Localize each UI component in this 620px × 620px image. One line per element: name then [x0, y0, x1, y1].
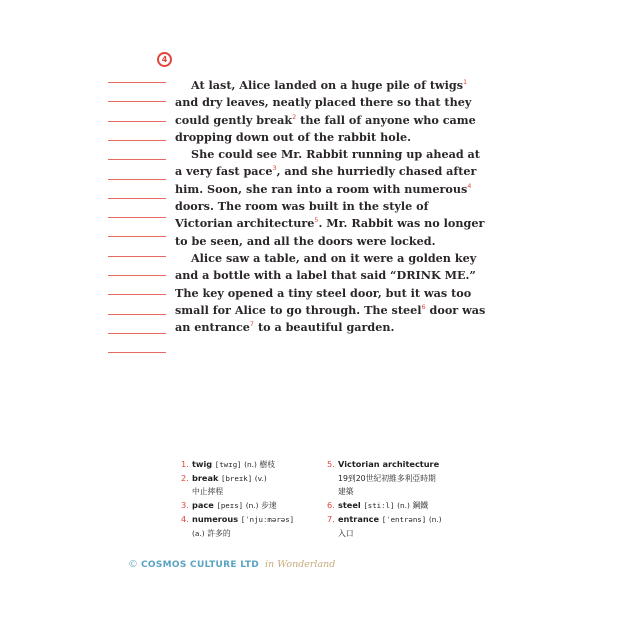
story-line — [175, 302, 486, 319]
vocab-headline — [181, 473, 267, 483]
publisher-name: COSMOS CULTURE LTD — [141, 559, 260, 570]
vocab-headline — [181, 500, 277, 510]
page-number: 4 — [161, 55, 168, 64]
vocab-number: 7. — [327, 513, 335, 524]
margin-line — [108, 294, 166, 295]
vocab-translation: 許多的 — [207, 528, 231, 538]
margin-line — [108, 101, 166, 102]
vocab-headline — [327, 459, 439, 469]
copyright-icon: © — [128, 559, 138, 570]
margin-line — [108, 333, 166, 334]
vocab-continuation — [181, 485, 294, 499]
book-title: in Wonderland — [265, 559, 336, 570]
story-line — [175, 285, 472, 302]
footnote-marker: 1 — [463, 78, 468, 86]
page-number-badge — [157, 52, 172, 67]
story-line — [175, 146, 480, 163]
story-text-segment: could gently break — [175, 112, 293, 127]
vocab-continuation — [327, 485, 442, 499]
margin-line — [108, 82, 166, 83]
vocab-continuation — [327, 527, 442, 541]
margin-line — [108, 140, 166, 141]
vocab-word: steel — [338, 500, 361, 511]
vocab-item — [327, 513, 442, 540]
story-text-segment: The key opened a tiny steel door, but it was too — [175, 285, 472, 300]
margin-line — [108, 256, 166, 257]
vocab-headline — [327, 514, 442, 524]
story-line — [175, 129, 465, 146]
vocab-part-of-speech: (n.) — [428, 514, 442, 524]
footnote-marker: 7 — [249, 320, 255, 329]
vocab-number: 5. — [327, 459, 335, 469]
story-text-segment: Victorian architecture — [175, 216, 315, 231]
margin-line — [108, 352, 166, 353]
vocab-number: 3. — [181, 500, 189, 511]
margin-note-lines — [108, 82, 166, 362]
vocab-part-of-speech: (a.) — [192, 528, 205, 538]
vocab-item — [181, 472, 294, 499]
story-text-segment: door was — [425, 302, 486, 317]
story-line — [175, 267, 476, 284]
story-line — [175, 163, 477, 180]
vocab-pronunciation: [twɪɡ] — [214, 460, 242, 469]
margin-line — [108, 236, 166, 237]
vocab-number: 1. — [181, 459, 189, 469]
margin-line — [108, 121, 166, 122]
story-line — [175, 77, 468, 94]
vocab-part-of-speech: (n.) — [397, 501, 410, 511]
vocab-number: 4. — [181, 513, 189, 524]
vocab-part-of-speech: (v.) — [254, 473, 267, 483]
vocab-pronunciation: [peɪs] — [216, 501, 244, 511]
vocab-pronunciation: [ˈnjuːmərəs] — [240, 514, 295, 524]
footnote-marker: 5 — [314, 216, 319, 225]
vocab-continuation — [327, 472, 442, 486]
story-line — [175, 215, 485, 232]
story-text-segment: . Mr. Rabbit was no longer — [318, 216, 485, 231]
vocab-item — [181, 458, 294, 472]
vocab-pronunciation: [stiːl] — [363, 501, 395, 511]
margin-line — [108, 159, 166, 160]
margin-line — [108, 314, 166, 315]
margin-line — [108, 275, 166, 276]
vocab-part-of-speech: (n.) — [245, 501, 259, 511]
vocab-word: numerous — [192, 513, 239, 524]
footnote-marker: 4 — [467, 181, 472, 190]
vocab-headline — [181, 514, 294, 524]
vocab-word: twig — [192, 459, 213, 469]
story-line — [175, 319, 465, 336]
vocab-headline — [181, 459, 275, 469]
vocab-headline — [327, 500, 428, 510]
footnote-marker: 6 — [421, 302, 426, 311]
story-text-segment: and dry leaves, neatly placed there so that they — [175, 95, 472, 110]
story-text-segment: At last, Alice landed on a huge pile of twigs — [191, 78, 464, 92]
margin-line — [108, 179, 166, 180]
vocab-word: entrance — [338, 513, 380, 524]
footnote-marker: 2 — [292, 112, 297, 121]
vocab-translation: 中止摔程 — [192, 487, 224, 497]
margin-line — [108, 217, 166, 218]
vocab-number: 6. — [327, 500, 335, 511]
vocab-word: Victorian architecture — [338, 459, 440, 469]
story-line — [175, 198, 465, 215]
vocabulary-column-2 — [327, 458, 442, 540]
story-text-segment: , and she hurriedly chased after — [276, 164, 477, 179]
story-text-segment: the fall of anyone who came — [296, 112, 476, 127]
vocab-translation: 樹枝 — [259, 460, 276, 469]
story-line — [175, 94, 472, 111]
story-text-segment: doors. The room was built in the style of — [175, 199, 429, 214]
story-text-segment: an entrance — [175, 320, 250, 335]
vocab-continuation — [181, 527, 294, 541]
vocab-item — [181, 499, 294, 513]
story-text-segment: Alice saw a table, and on it were a golden key — [191, 250, 477, 265]
story-line — [175, 112, 476, 129]
story-line — [175, 181, 472, 198]
vocab-translation: 鋼鐵 — [412, 501, 429, 511]
vocab-word: pace — [192, 500, 214, 511]
vocab-pronunciation: [ˈentrəns] — [381, 514, 427, 524]
vocab-translation: 19到20世紀初維多利亞時期 — [338, 473, 436, 483]
story-text-segment: She could see Mr. Rabbit running up ahead at — [191, 147, 480, 162]
story-text-segment: to a beautiful garden. — [254, 320, 395, 335]
story-text-segment: a very fast pace — [175, 164, 273, 179]
story-text-segment: and a bottle with a label that said “DRINK ME.” — [175, 268, 476, 283]
vocab-pronunciation: [breɪk] — [221, 473, 253, 483]
story-line — [175, 250, 477, 267]
vocab-word: break — [192, 472, 219, 483]
vocab-translation: 步速 — [261, 501, 277, 511]
story-text-segment: small for Alice to go through. The steel — [175, 302, 422, 317]
story-text-segment: to be seen, and all the doors were locked. — [175, 233, 436, 248]
vocab-item — [181, 513, 294, 540]
story-text — [175, 77, 486, 336]
vocab-part-of-speech: (n.) — [244, 460, 257, 469]
vocab-item — [327, 458, 442, 499]
vocab-number: 2. — [181, 472, 189, 483]
story-text-segment: him. Soon, she ran into a room with numerous — [175, 181, 468, 196]
margin-line — [108, 198, 166, 199]
vocabulary-column-1 — [181, 458, 294, 540]
footer — [128, 559, 335, 570]
story-line — [175, 233, 465, 250]
vocab-translation: 建築 — [338, 487, 354, 497]
story-text-segment: dropping down out of the rabbit hole. — [175, 129, 411, 144]
vocab-item — [327, 499, 442, 513]
vocab-translation: 入口 — [338, 528, 354, 538]
footnote-marker: 3 — [272, 164, 277, 173]
